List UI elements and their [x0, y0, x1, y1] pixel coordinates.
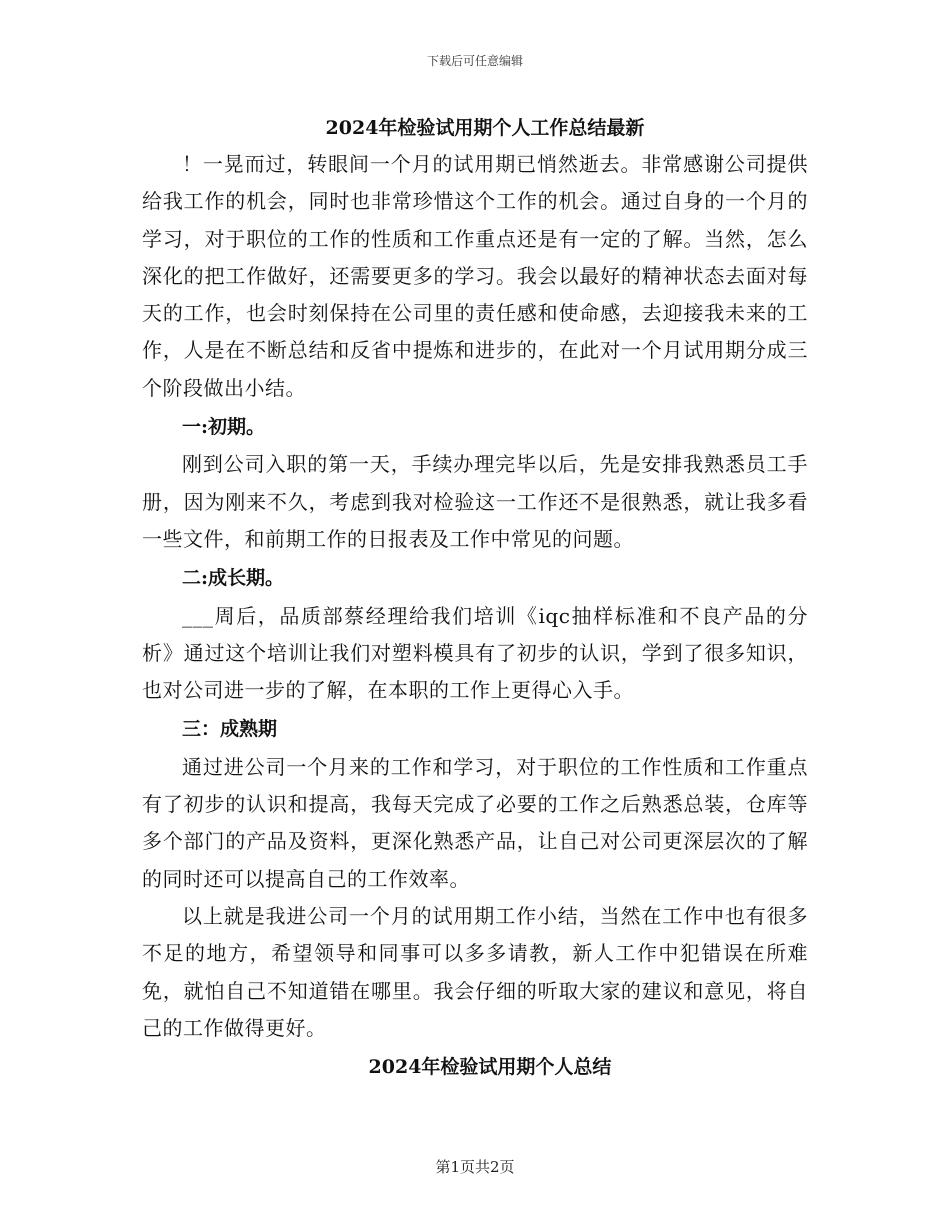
section-body-growth: ___周后，品质部蔡经理给我们培训《iqc抽样标准和不良产品的分析》通过这个培训让我们对塑料模具有了初步的认识，学到了很多知识，也对公司进一步的了解，在本职的工作上更得心入手。	[142, 603, 808, 703]
document-title: 2024年检验试用期个人工作总结最新	[325, 117, 645, 139]
intro-paragraph: ！一晃而过，转眼间一个月的试用期已悄然逝去。非常感谢公司提供给我工作的机会，同时也非常珍惜这个工作的机会。通过自身的一个月的学习，对于职位的工作的性质和工作重点还是有一定的了解。当然，怎么深化的把工作做好，还需要更多的学习。我会以最好的精神状态去面对每天的工作，也会时刻保持在公司里的责任感和使命感，去迎接我未来的工作，人是在不断总结和反省中提炼和进步的，在此对一个月试用期分成三个阶段做出小结。	[142, 152, 808, 400]
next-section-title: 2024年检验试用期个人总结	[368, 1056, 612, 1079]
document-body	[142, 110, 808, 1086]
page-header-note: 下载后可任意编辑	[426, 54, 523, 68]
conclusion-paragraph: 以上就是我进公司一个月的试用期工作小结，当然在工作中也有很多不足的地方，希望领导和同事可以多多请教，新人工作中犯错误在所难免，就怕自己不知道错在哪里。我会仔细的听取大家的建议和意见，将自己的工作做得更好。	[142, 903, 808, 1040]
section-heading-initial: 一:初期。	[182, 416, 266, 439]
section-heading-growth: 二:成长期。	[182, 567, 285, 590]
section-heading-mature: 三：成熟期	[182, 718, 278, 741]
section-body-mature: 通过进公司一个月来的工作和学习，对于职位的工作性质和工作重点有了初步的认识和提高，我每天完成了必要的工作之后熟悉总装，仓库等多个部门的产品及资料，更深化熟悉产品，让自己对公司更深层次的了解的同时还可以提高自己的工作效率。	[142, 754, 808, 891]
page-footer-number: 第1页共2页	[435, 1158, 515, 1176]
section-body-initial: 刚到公司入职的第一天，手续办理完毕以后，先是安排我熟悉员工手册，因为刚来不久，考虑到我对检验这一工作还不是很熟悉，就让我多看一些文件，和前期工作的日报表及工作中常见的问题。	[142, 452, 808, 551]
